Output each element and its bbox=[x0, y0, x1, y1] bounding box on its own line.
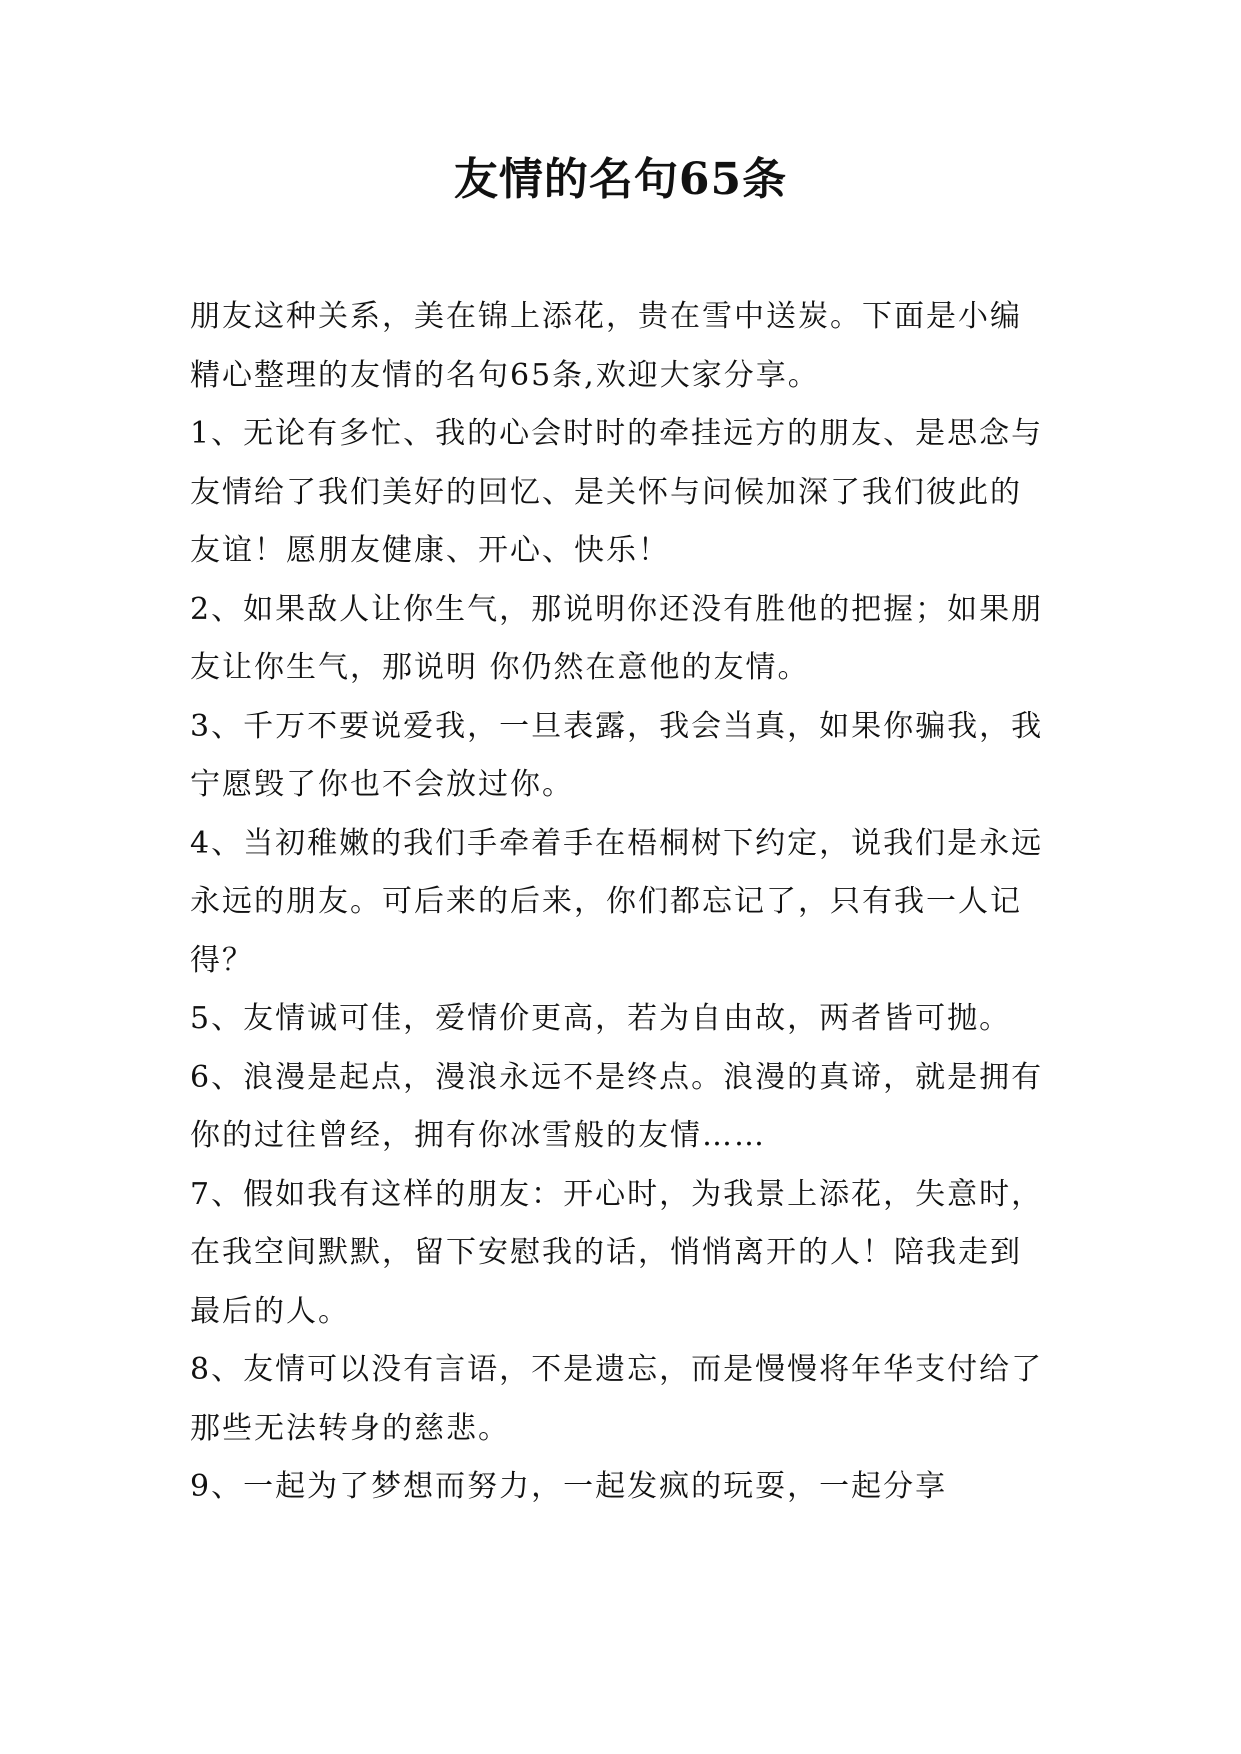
paragraph-line: 意时，在我空间默默，留下安慰我的话，悄悄离开的人！陪 bbox=[190, 1176, 1044, 1270]
paragraph bbox=[190, 698, 1052, 815]
paragraph-line: 思念与友情给了我们美好的回忆、是关怀与问候加深了我们 bbox=[190, 416, 1044, 510]
paragraph-line: 是永远永远的朋友。可后来的后来，你们都忘记了，只有我 bbox=[190, 825, 1044, 919]
paragraph bbox=[190, 1049, 1052, 1166]
paragraph bbox=[190, 581, 1052, 698]
paragraph-first-line: 1、无论有多忙、我的心会时时的牵挂远方的朋友、是 bbox=[190, 416, 948, 451]
paragraph bbox=[190, 1458, 1052, 1517]
paragraph-first-line: 6、浪漫是起点，漫浪永远不是终点。浪漫的真谛，就 bbox=[190, 1059, 948, 1095]
paragraph-first-line: 3、千万不要说爱我，一旦表露，我会当真，如果你骗 bbox=[190, 708, 948, 744]
document-title: 友情的名句65条 bbox=[453, 154, 788, 205]
paragraph bbox=[190, 405, 1052, 581]
paragraph-line: 付给了那些无法转身的慈悲。 bbox=[190, 1352, 1044, 1446]
paragraph-first-line: 9、一起为了梦想而努力，一起发疯的玩耍，一起分享 bbox=[190, 1469, 948, 1504]
paragraph bbox=[190, 815, 1052, 991]
paragraph bbox=[190, 288, 1052, 405]
paragraph-first-line: 7、假如我有这样的朋友：开心时，为我景上添花，失 bbox=[190, 1176, 948, 1212]
paragraph-line: 彼此的友谊！愿朋友健康、开心、快乐！ bbox=[190, 474, 1022, 568]
document-body bbox=[190, 288, 1052, 1517]
paragraph bbox=[190, 990, 1052, 1049]
paragraph bbox=[190, 1341, 1052, 1458]
paragraph-first-line: 朋友这种关系，美在锦上添花，贵在雪中送炭。下面是 bbox=[190, 299, 958, 334]
paragraph-line: 是拥有你的过往曾经，拥有你冰雪般的友情…… bbox=[190, 1059, 1044, 1153]
paragraph bbox=[190, 1166, 1052, 1342]
paragraph-line: 一人记得？ bbox=[190, 884, 1022, 978]
paragraph-first-line: 8、友情可以没有言语，不是遗忘，而是慢慢将年华支 bbox=[190, 1352, 948, 1387]
paragraph-first-line: 4、当初稚嫩的我们手牵着手在梧桐树下约定，说我们 bbox=[190, 825, 948, 861]
paragraph-first-line: 5、友情诚可佳，爱情价更高，若为自由故，两者皆可 bbox=[190, 1001, 948, 1036]
paragraph-first-line: 2、如果敌人让你生气，那说明你还没有胜他的把握； bbox=[190, 591, 948, 627]
paragraph-line: 我，我宁愿毁了你也不会放过你。 bbox=[190, 708, 1044, 802]
paragraph-line: 如果朋友让你生气，那说明 你仍然在意他的友情。 bbox=[190, 591, 1044, 685]
paragraph-line: 抛。 bbox=[947, 1001, 1012, 1036]
paragraph-line: 我走到最后的人。 bbox=[190, 1235, 1022, 1329]
paragraph-line: 小编精心整理的友情的名句65条,欢迎大家分享。 bbox=[190, 299, 1022, 393]
